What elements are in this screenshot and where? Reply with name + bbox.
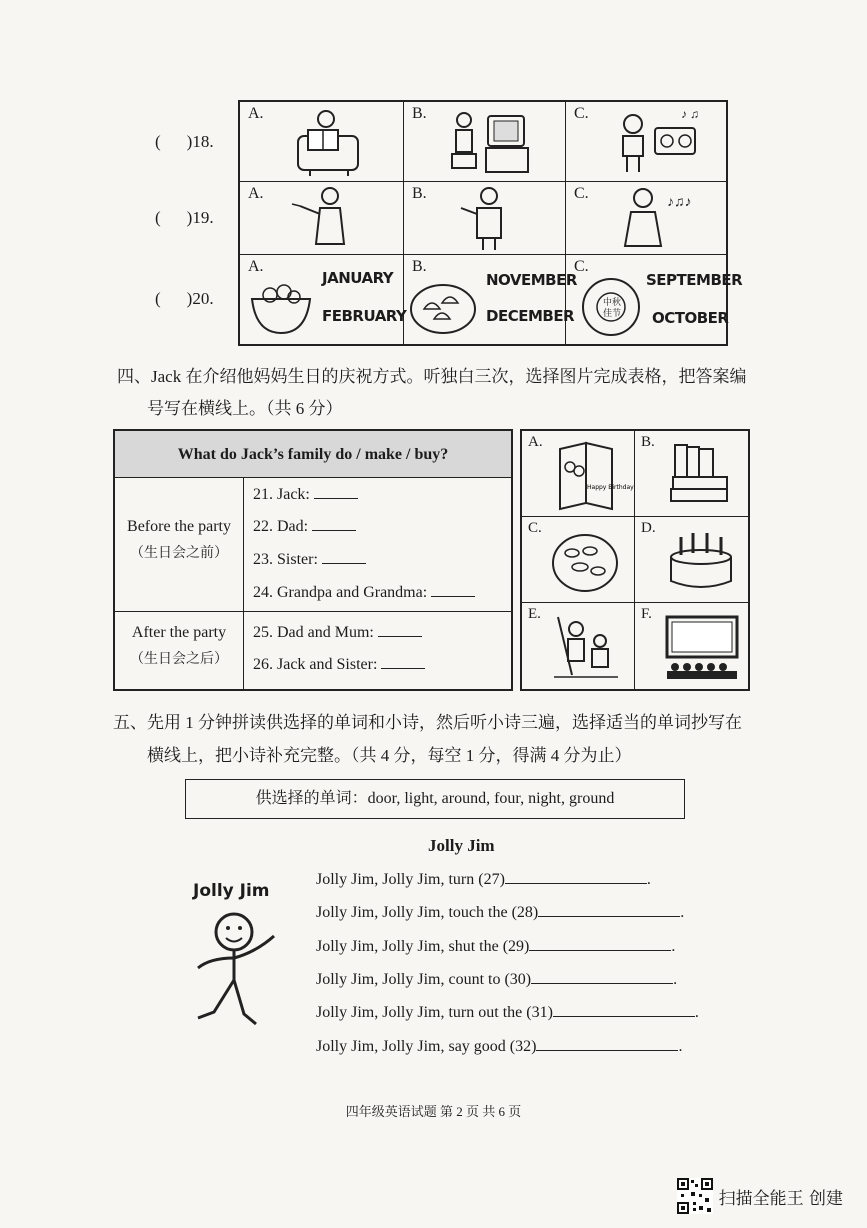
section4-instruction-line1: 四、Jack 在介绍他妈妈生日的庆祝方式。听独白三次，选择图片完成表格，把答案编 [117, 367, 747, 386]
books-icon [667, 439, 737, 511]
option-20b[interactable] [404, 255, 577, 344]
month-january: JANUARY [322, 269, 394, 287]
blank-21[interactable] [314, 498, 358, 499]
poem-line-32: Jolly Jim, Jolly Jim, say good (32) . [316, 1038, 683, 1055]
option-b-books[interactable] [635, 431, 748, 517]
answer-paren-19[interactable]: ( )19. [155, 208, 214, 227]
after-party-items [244, 612, 511, 689]
jack-family-table [113, 429, 513, 691]
blank-32[interactable] [536, 1050, 678, 1051]
month-february: FEBRUARY [322, 307, 407, 325]
item-25: 25. Dad and Mum: [253, 624, 374, 641]
word-choice-box: 供选择的单词：door, light, around, four, night, ground [185, 779, 685, 819]
birthday-cake-icon [665, 527, 737, 595]
row-20 [240, 255, 743, 344]
birthday-card-icon [554, 439, 634, 509]
option-19c[interactable] [566, 182, 730, 254]
dumplings-plate-icon [408, 279, 478, 337]
blank-30[interactable] [531, 983, 673, 984]
page-footer: 四年级英语试题 第 2 页 共 6 页 [345, 1104, 522, 1119]
teaching-man-icon [449, 184, 529, 252]
poem-title: Jolly Jim [428, 836, 495, 855]
poem-line-29: Jolly Jim, Jolly Jim, shut the (29) . [316, 938, 676, 955]
poem-line-27: Jolly Jim, Jolly Jim, turn (27) . [316, 871, 651, 888]
option-letter: E. [528, 606, 541, 622]
month-october: OCTOBER [652, 309, 729, 327]
table-header: What do Jack’s family do / make / buy? [115, 431, 511, 478]
scanner-watermark [677, 1178, 843, 1214]
option-letter: C. [574, 258, 589, 275]
answer-paren-18[interactable]: ( )18. [155, 132, 214, 151]
before-party-cn: （生日会之前） [130, 546, 228, 561]
month-november: NOVEMBER [486, 271, 577, 289]
before-party-items [244, 478, 511, 612]
card-text: Happy Birthday [587, 484, 634, 491]
rice-dumpling-bowl-icon [248, 277, 316, 339]
option-c-plate[interactable] [522, 517, 635, 603]
month-september: SEPTEMBER [646, 271, 743, 289]
after-party-cn: （生日会之后） [130, 652, 228, 667]
watching-tv-icon [446, 106, 536, 178]
conducting-woman-icon [290, 184, 365, 252]
blank-23[interactable] [322, 563, 366, 564]
option-20a[interactable] [240, 255, 407, 344]
option-e-sports[interactable] [522, 603, 635, 689]
item-23: 23. Sister: [253, 551, 318, 568]
listening-radio-icon [611, 106, 711, 178]
item-24: 24. Grandpa and Grandma: [253, 584, 428, 601]
food-plate-icon [550, 531, 620, 595]
qr-code-icon [677, 1178, 713, 1214]
option-letter: F. [641, 606, 652, 622]
cinema-screen-icon [663, 613, 741, 683]
option-19b[interactable] [404, 182, 566, 254]
blank-26[interactable] [381, 668, 425, 669]
after-party-cell [115, 612, 244, 689]
listening-picture-table [238, 100, 743, 346]
option-d-cake[interactable] [635, 517, 748, 603]
option-letter: B. [412, 105, 427, 122]
option-letter: A. [528, 434, 543, 450]
option-20c[interactable] [566, 255, 743, 344]
option-letter: C. [574, 185, 589, 202]
picture-caption: Jolly Jim [193, 881, 270, 901]
option-letter: A. [248, 258, 264, 275]
row-18 [240, 102, 726, 182]
option-f-cinema[interactable] [635, 603, 748, 689]
section4-instruction-line2: 号写在横线上。（共 6 分） [147, 399, 343, 418]
option-18a[interactable] [240, 102, 404, 181]
section5-instruction-line2: 横线上，把小诗补充完整。（共 4 分，每空 1 分，得满 4 分为止） [147, 746, 632, 765]
picture-options-grid [520, 429, 750, 691]
playing-kids-icon [552, 615, 622, 685]
svg-text:♪♫♪: ♪♫♪ [667, 195, 692, 210]
option-letter: B. [412, 258, 427, 275]
row-19 [240, 182, 726, 255]
section5-instruction-line1: 五、先用 1 分钟拼读供选择的单词和小诗，然后听小诗三遍，选择适当的单词抄写在 [113, 713, 742, 732]
after-party-label: After the party [131, 624, 227, 641]
poem-line-30: Jolly Jim, Jolly Jim, count to (30) . [316, 971, 678, 988]
blank-24[interactable] [431, 596, 475, 597]
before-party-label: Before the party [127, 518, 231, 535]
watermark-text: 扫描全能王 创建 [718, 1188, 843, 1209]
item-21: 21. Jack: [253, 486, 310, 503]
option-letter: B. [412, 185, 427, 202]
blank-29[interactable] [529, 950, 671, 951]
answer-paren-20[interactable]: ( )20. [155, 289, 214, 308]
poem-line-31: Jolly Jim, Jolly Jim, turn out the (31) . [316, 1004, 699, 1021]
before-party-cell [115, 478, 244, 612]
blank-25[interactable] [378, 636, 422, 637]
option-letter: A. [248, 185, 264, 202]
option-letter: A. [248, 105, 264, 122]
option-18c[interactable] [566, 102, 730, 181]
option-18b[interactable] [404, 102, 566, 181]
month-december: DECEMBER [486, 307, 575, 325]
option-letter: D. [641, 520, 656, 536]
blank-31[interactable] [553, 1016, 695, 1017]
reading-person-icon [290, 106, 365, 178]
poem-line-28: Jolly Jim, Jolly Jim, touch the (28) . [316, 904, 685, 921]
option-letter: B. [641, 434, 655, 450]
item-22: 22. Dad: [253, 518, 309, 535]
blank-22[interactable] [312, 530, 356, 531]
mooncake-text: 中秋 佳节 [603, 298, 622, 319]
option-letter: C. [528, 520, 542, 536]
svg-text:♪ ♫: ♪ ♫ [681, 107, 699, 121]
option-letter: C. [574, 105, 589, 122]
option-19a[interactable] [240, 182, 404, 254]
jolly-jim-figure-icon [190, 908, 290, 1032]
item-26: 26. Jack and Sister: [253, 656, 378, 673]
singing-woman-icon [611, 184, 711, 252]
blank-28[interactable] [538, 916, 680, 917]
option-a-card[interactable] [522, 431, 635, 517]
blank-27[interactable] [505, 883, 647, 884]
